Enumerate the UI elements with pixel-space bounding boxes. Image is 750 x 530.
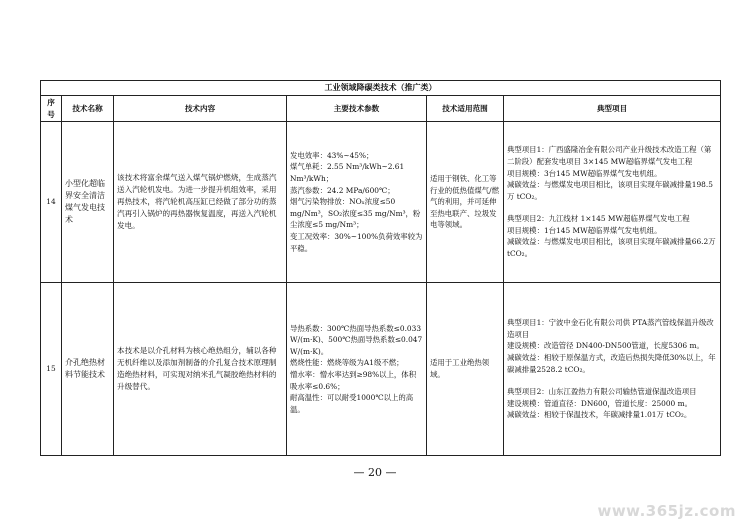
param-line: 变工况效率：30%~100%负荷效率较为平稳。	[290, 231, 423, 253]
tech-name: 介孔绝热材料节能技术	[62, 283, 114, 456]
header-tech-content: 技术内容	[114, 96, 287, 122]
project-line: 典型项目2：山东江盈热力有限公司输热管道保温改造项目	[507, 387, 697, 397]
header-params: 主要技术参数	[287, 96, 427, 122]
project-line: 项目规模：3台145 MW超临界煤气发电机组。	[507, 168, 662, 178]
table-row	[41, 122, 721, 283]
tech-content: 本技术是以介孔材料为核心绝热组分，辅以各种无机纤维以及添加剂制备的介孔复合技术原理制造绝热材料，可实现对纳米孔气凝胶绝热材料的升级替代。	[114, 283, 287, 456]
table-row	[41, 283, 721, 456]
tech-params	[287, 283, 427, 456]
watermark-text: www.365jz.com	[597, 502, 736, 520]
header-scope: 技术适用范围	[427, 96, 504, 122]
project-line: 典型项目1：宁波中金石化有限公司供 PTA蒸汽管线保温升级改造项目	[507, 318, 714, 339]
document-page	[40, 80, 720, 456]
table-title-row	[41, 81, 721, 96]
header-tech-name: 技术名称	[62, 96, 114, 122]
project-line: 减碳效益：相较于保温技术，年碳减排量1.01万 tCO₂。	[507, 410, 692, 420]
param-line: 耐高温性：可以耐受1000℃以上的高温。	[290, 393, 414, 414]
tech-params	[287, 122, 427, 283]
project-gap	[507, 375, 717, 386]
project-line: 典型项目2：九江线材 1×145 MW超临界煤气发电工程	[507, 214, 690, 224]
project-line: 建设规模：管道直径：DN600，管道长度：25000 m。	[507, 398, 693, 408]
project-line: 减碳效益：与燃煤发电项目相比，该项目实现年碳减排量198.5万 tCO₂。	[507, 180, 713, 201]
header-index: 序号	[41, 96, 62, 122]
param-line: 憎水率：憎水率达到≥98%以上，体积吸水率≤0.6%；	[290, 370, 417, 391]
typical-projects	[504, 283, 721, 456]
tech-name: 小型化超临界安全清洁煤气发电技术	[62, 122, 114, 283]
row-index: 15	[41, 283, 62, 456]
project-line: 减碳效益：与燃煤发电项目相比，该项目实现年碳减排量66.2万 tCO₂。	[507, 237, 716, 259]
tech-scope: 适用于钢铁、化工等行业的低热值煤气/燃气的利用，并可延伸至热电联产、垃圾发电等领域。	[427, 122, 504, 283]
project-line: 建设规模：改造管径 DN400-DN500管道，长度5306 m。	[507, 341, 704, 351]
tech-content: 该技术将富余煤气送入煤气锅炉燃烧，生成蒸汽送入汽轮机发电。为进一步提升机组效率，采用再热技术，将汽轮机高压缸已经做了部分功的蒸汽再引入锅炉的再热器恢复温度，再送入汽轮机发电。	[114, 122, 287, 283]
tech-table	[40, 80, 721, 456]
table-title: 工业领域降碳类技术（推广类）	[41, 81, 721, 96]
typical-projects	[504, 122, 721, 283]
project-line: 项目规模：1台145 MW超临界煤气发电机组。	[507, 225, 662, 235]
param-line: 导热系数：300℃热面导热系数≤0.033 W/(m·K)、500℃热面导热系数≤0.047 W/(m·K)。	[290, 323, 423, 356]
table-header-row	[41, 96, 721, 122]
project-line: 减碳效益：相较于原保温方式，改造后热损失降低30%以上，年碳减排量2528.2 tCO₂。	[507, 352, 716, 374]
project-gap	[507, 202, 717, 213]
param-line: 烟气污染物排放：NOₓ浓度≤50 mg/Nm³，SO₂浓度≤35 mg/Nm³，粉尘浓度≤5 mg/Nm³；	[290, 197, 421, 230]
param-line: 煤气单耗：2.55 Nm³/kWh~2.61 Nm³/kWh；	[290, 162, 405, 184]
project-line: 典型项目1：广西盛隆冶金有限公司产业升级技术改造工程（第二阶段）配套发电项目 3×145 MW超临界煤气发电工程	[507, 145, 712, 166]
row-index: 14	[41, 122, 62, 283]
param-line: 发电效率：43%~45%；	[290, 150, 374, 160]
header-projects: 典型项目	[504, 96, 721, 122]
tech-scope: 适用于工业绝热领域。	[427, 283, 504, 456]
param-line: 蒸汽参数：24.2 MPa/600℃；	[290, 185, 395, 195]
page-number: — 20 —	[353, 466, 397, 479]
param-line: 燃烧性能：燃烧等级为A1级不燃；	[290, 358, 404, 368]
